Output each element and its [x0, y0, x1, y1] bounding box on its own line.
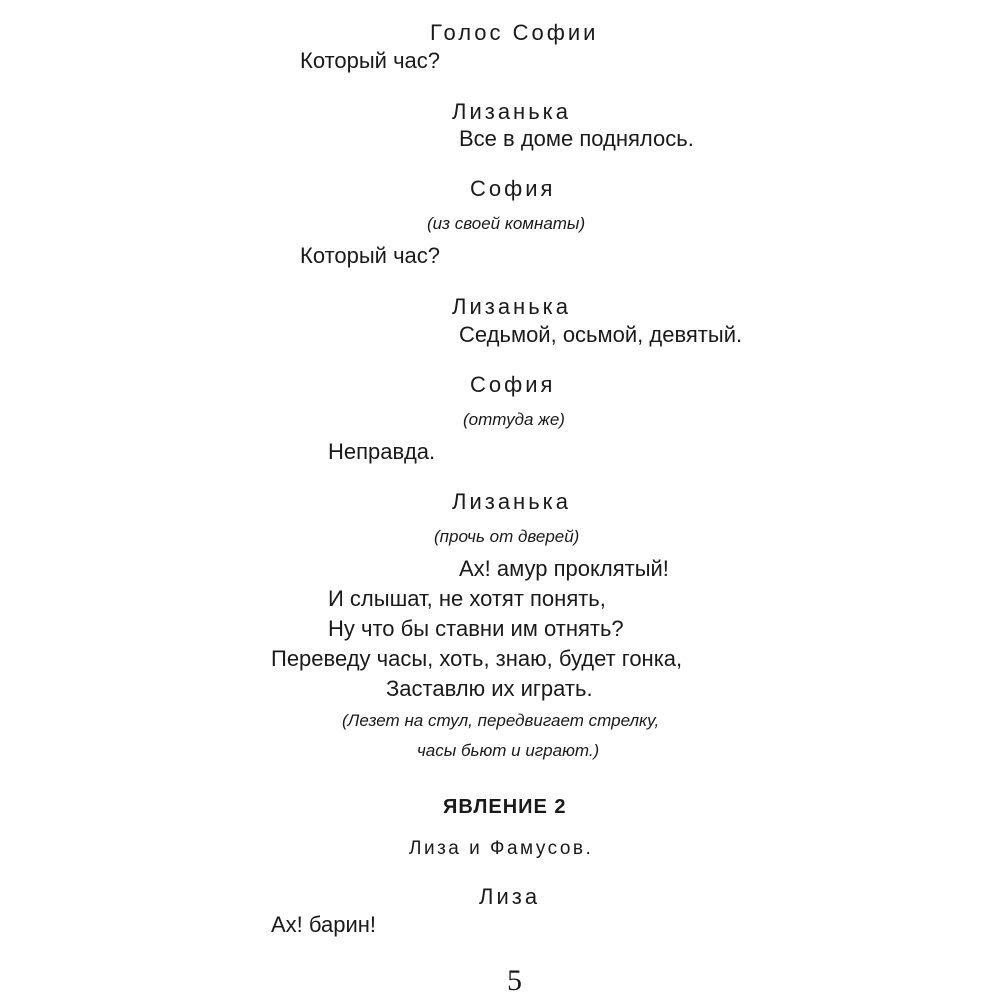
dialogue-line: Все в доме поднялось. — [459, 126, 694, 151]
page-number: 5 — [507, 964, 522, 997]
stage-direction: (прочь от дверей) — [434, 527, 580, 546]
verse-line: Переведу часы, хоть, знаю, будет гонка, — [271, 646, 683, 671]
dialogue-line: Который час? — [300, 243, 441, 268]
speaker-name: Лизанька — [452, 99, 572, 124]
stage-direction: (Лезет на стул, передвигает стрелку, — [342, 711, 660, 730]
dialogue-line: Который час? — [300, 48, 441, 73]
scene-heading: ЯВЛЕНИЕ 2 — [443, 796, 567, 818]
stage-direction: (из своей комнаты) — [427, 214, 586, 233]
speaker-name: Лизанька — [452, 489, 572, 514]
dialogue-line: Седьмой, осьмой, девятый. — [459, 322, 743, 347]
verse-line: И слышат, не хотят понять, — [328, 586, 606, 611]
stage-direction: часы бьют и играют.) — [417, 741, 600, 760]
stage-direction: (оттуда же) — [463, 410, 565, 429]
speaker-name: София — [470, 372, 556, 397]
verse-line: Ах! амур проклятый! — [459, 556, 669, 581]
speaker-name: Лизанька — [452, 294, 572, 319]
scene-cast: Лиза и Фамусов. — [409, 838, 594, 859]
speaker-name: София — [470, 176, 556, 201]
verse-line: Ну что бы ставни им отнять? — [328, 616, 624, 641]
verse-line: Заставлю их играть. — [386, 676, 593, 701]
dialogue-line: Ах! барин! — [271, 912, 377, 937]
speaker-name: Голос Софии — [430, 20, 599, 45]
dialogue-line: Неправда. — [328, 439, 436, 464]
speaker-name: Лиза — [479, 884, 541, 909]
